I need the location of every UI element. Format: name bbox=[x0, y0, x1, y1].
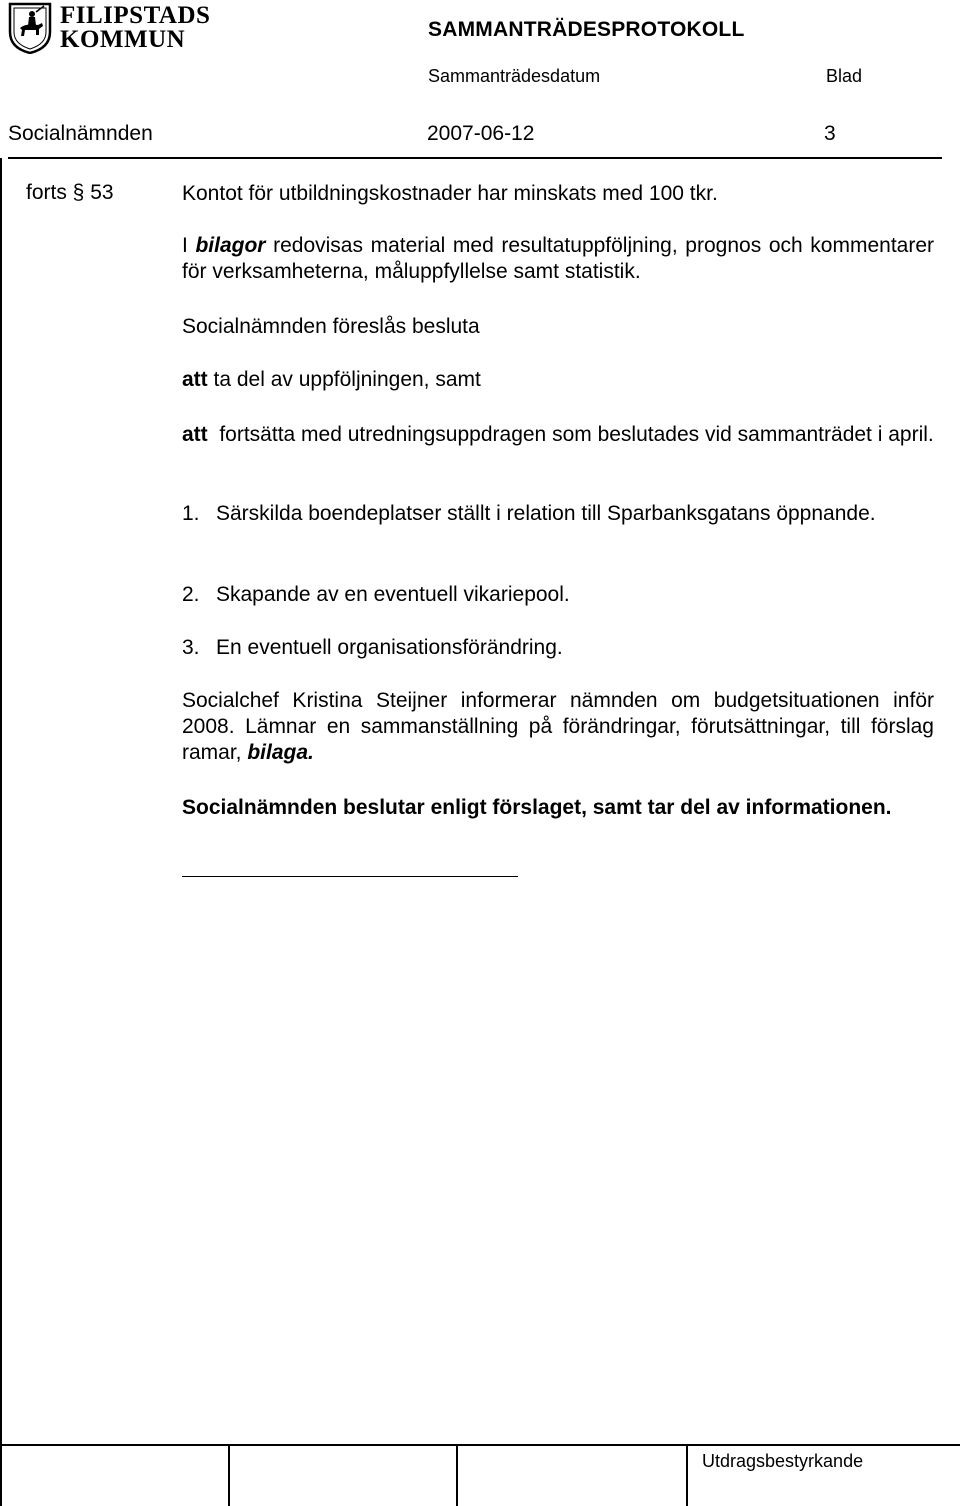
certification-label: Utdragsbestyrkande bbox=[702, 1451, 864, 1471]
committee-name: Socialnämnden bbox=[8, 122, 153, 145]
list-text: Skapande av en eventuell vikariepool. bbox=[216, 583, 570, 606]
att-clause-1-text: ta del av uppföljningen, samt bbox=[213, 368, 481, 391]
logo-text-line2: KOMMUN bbox=[60, 26, 186, 53]
att-keyword: att bbox=[182, 368, 208, 391]
footer-divider bbox=[0, 1444, 960, 1446]
coat-of-arms-icon bbox=[8, 2, 52, 54]
signature-box-divider bbox=[228, 1444, 230, 1506]
paragraph-training-costs: Kontot för utbildningskostnader har minskats med 100 tkr. bbox=[182, 182, 718, 205]
logo-text-line1: FILIPSTADS bbox=[60, 2, 211, 29]
att-clause-2 bbox=[182, 422, 934, 448]
paragraph-attachments bbox=[182, 233, 934, 285]
att-clause-1 bbox=[182, 367, 934, 393]
page-number: 3 bbox=[824, 122, 836, 145]
list-text: En eventuell organisationsförändring. bbox=[216, 636, 563, 659]
signature-box-divider bbox=[686, 1444, 688, 1506]
meeting-date-label: Sammanträdesdatum bbox=[428, 66, 601, 86]
list-number: 3. bbox=[182, 636, 200, 659]
paragraph-budget-info bbox=[182, 688, 934, 766]
att-keyword: att bbox=[182, 423, 208, 446]
page-label: Blad bbox=[826, 66, 863, 86]
att-clause-2-text: fortsätta med utredningsuppdragen som beslutades vid sammanträdet i april. bbox=[219, 423, 934, 446]
list-number: 1. bbox=[182, 502, 200, 525]
proposal-heading: Socialnämnden föreslås besluta bbox=[182, 315, 480, 338]
signature-box-divider bbox=[456, 1444, 458, 1506]
municipality-logo bbox=[8, 2, 213, 54]
budget-attachment-text: bilaga. bbox=[247, 741, 314, 764]
attachments-intro: I bbox=[182, 234, 196, 257]
attachments-description: redovisas material med resultatuppföljning, prognos och kommentarer för verksamheterna, måluppfyllelse samt statistik. bbox=[182, 234, 935, 283]
budget-info-text: Socialchef Kristina Steijner informerar nämnden om budgetsituationen inför 2008. Lämnar en sammanställning på förändringar, förutsättningar, till förslag ramar, bbox=[182, 689, 934, 764]
meeting-date: 2007-06-12 bbox=[427, 122, 535, 145]
list-number: 2. bbox=[182, 583, 200, 606]
section-reference: forts § 53 bbox=[26, 181, 114, 204]
attachments-link-text: bilagor bbox=[195, 234, 266, 257]
header-divider bbox=[8, 157, 942, 159]
section-end-rule bbox=[182, 876, 518, 877]
list-text: Särskilda boendeplatser ställt i relation till Sparbanksgatans öppnande. bbox=[216, 502, 876, 525]
decision-statement: Socialnämnden beslutar enligt förslaget, samt tar del av informationen. bbox=[182, 796, 892, 819]
left-margin-border bbox=[0, 158, 2, 1506]
document-type-title: SAMMANTRÄDESPROTOKOLL bbox=[428, 18, 745, 41]
